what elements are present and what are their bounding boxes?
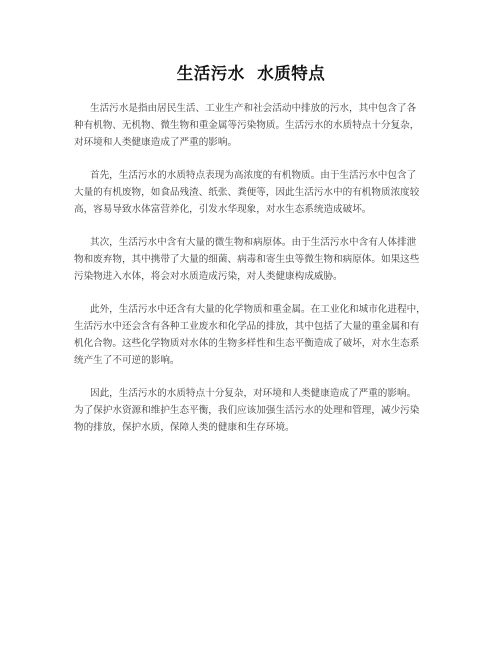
paragraph-line: 大量的有机废物，如食品残渣、纸张、粪便等，因此生活污水中的有机物质浓度较 — [74, 187, 420, 198]
paragraph-line: 生活污水中还会含有各种工业废水和化学品的排放，其中包括了大量的重金属和有 — [74, 321, 420, 332]
paragraph-line: 首先，生活污水的水质特点表现为高浓度的有机物质。由于生活污水中包含了 — [90, 170, 417, 181]
paragraph-line: 高，容易导致水体富营养化，引发水华现象，对水生态系统造成破坏。 — [74, 204, 372, 215]
paragraph-microorganisms — [74, 234, 434, 285]
paragraph-line: 其次，生活污水中含有大量的微生物和病原体。由于生活污水中含有人体排泄 — [90, 237, 417, 248]
paragraph-line: 污染物进入水体，将会对水质造成污染，对人类健康构成威胁。 — [74, 271, 343, 282]
paragraph-line: 统产生了不可逆的影响。 — [74, 355, 180, 366]
paragraph-chemicals-metals — [74, 301, 434, 369]
paragraph-line: 此外，生活污水中还含有大量的化学物质和重金属。在工业化和城市化进程中， — [90, 304, 426, 315]
paragraph-line: 为了保护水资源和维护生态平衡，我们应该加强生活污水的处理和管理，减少污染 — [74, 405, 420, 416]
paragraph-line: 机化合物。这些化学物质对水体的生物多样性和生态平衡造成了破坏，对水生态系 — [74, 338, 420, 349]
paragraph-conclusion — [74, 385, 434, 436]
paragraph-line: 物的排放，保护水质，保障人类的健康和生存环境。 — [74, 422, 295, 433]
paragraph-organic-matter — [74, 167, 434, 218]
document-title: 生活污水 水质特点 — [176, 64, 326, 83]
paragraph-line: 生活污水是指由居民生活、工业生产和社会活动中排放的污水，其中包含了各 — [90, 103, 417, 114]
paragraph-line: 物和废弃物，其中携带了大量的细菌、病毒和寄生虫等微生物和病原体。如果这些 — [74, 254, 420, 265]
paragraph-line: 因此，生活污水的水质特点十分复杂，对环境和人类健康造成了严重的影响。 — [90, 388, 417, 399]
paragraph-line: 种有机物、无机物、微生物和重金属等污染物质。生活污水的水质特点十分复杂， — [74, 120, 420, 131]
paragraph-line: 对环境和人类健康造成了严重的影响。 — [74, 137, 238, 148]
paragraph-intro — [74, 100, 434, 151]
